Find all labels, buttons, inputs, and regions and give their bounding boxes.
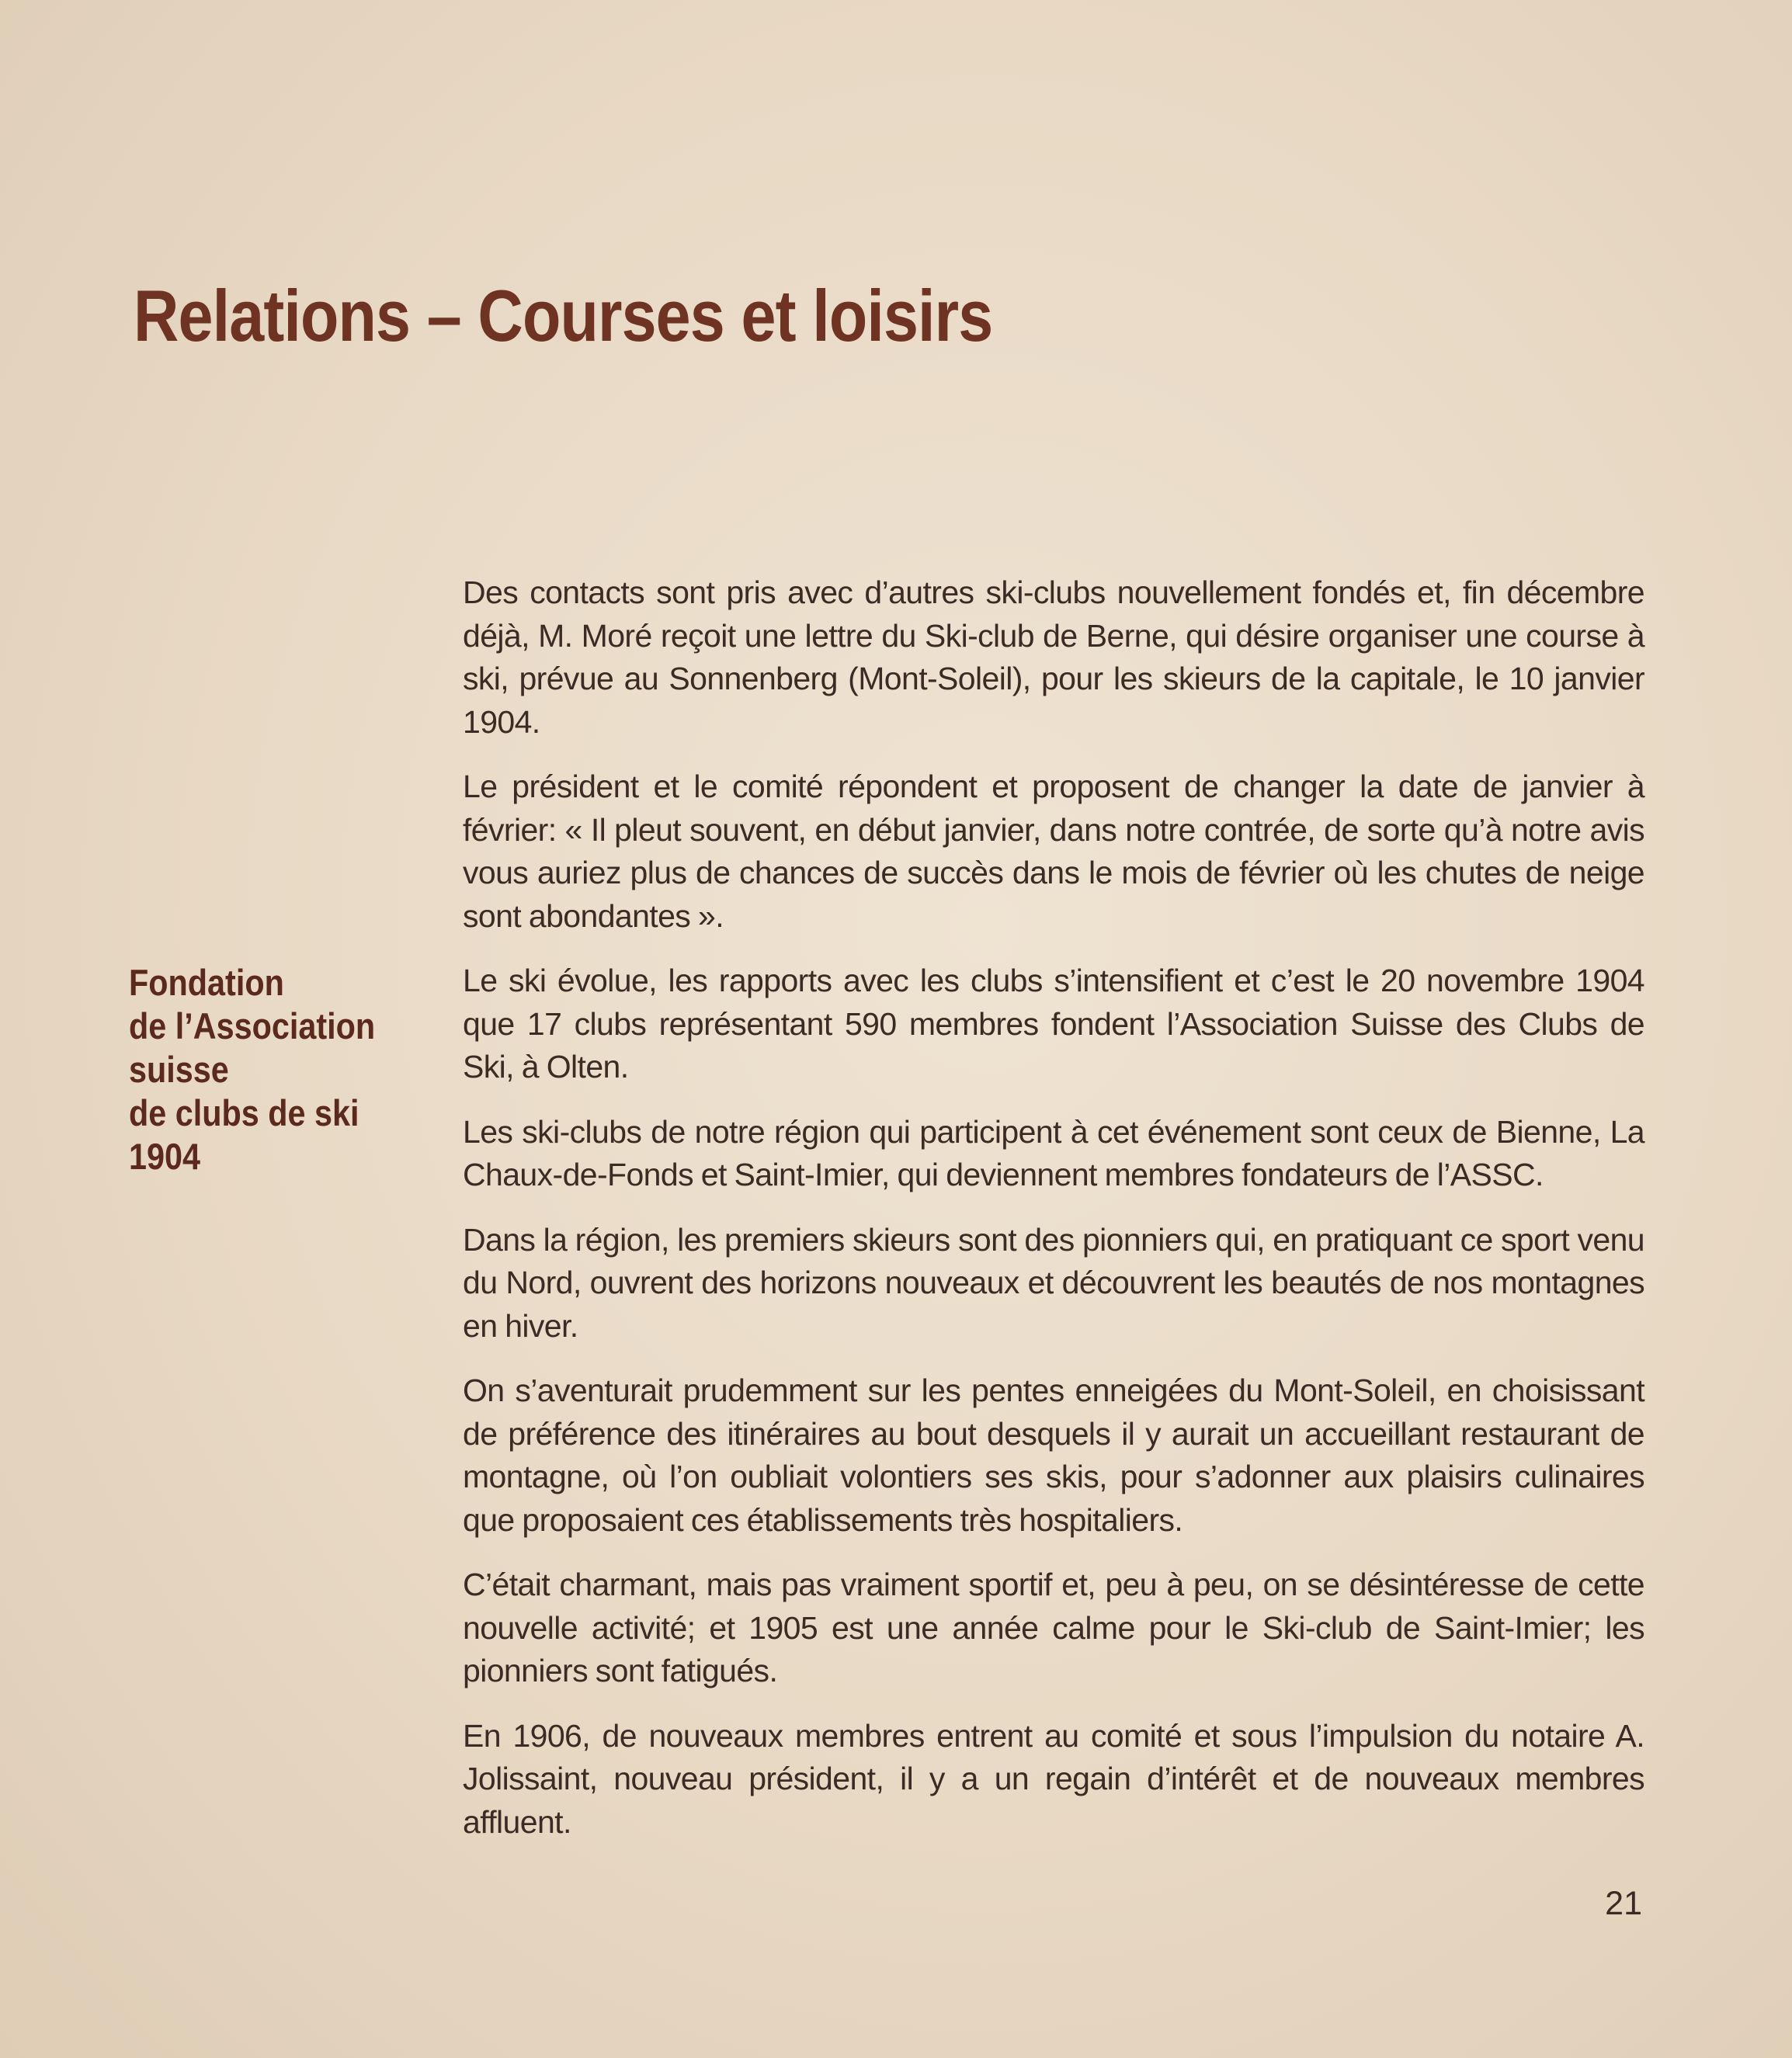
paragraph: On s’aventurait prudemment sur les pentes enneigées du Mont-Soleil, en choisissant de préférence des itinéraires au bout desquels il y aurait un accueillant restaurant de montagne, où l’on oubliait volontiers ses skis, pour s’adonner aux plaisirs culinaires que proposaient ces établissements très hospitaliers. (463, 1373, 1644, 1538)
page-title: Relations – Courses et loisirs (134, 275, 993, 356)
paragraph: En 1906, de nouveaux membres entrent au comité et sous l’impulsion du notaire A. Jolissaint, nouveau président, il y a un regain d’intérêt et de nouveaux membres affluent. (463, 1717, 1644, 1840)
paragraph: Des contacts sont pris avec d’autres ski-clubs nouvellement fondés et, fin décembre déjà, M. Moré reçoit une lettre du Ski-club de Berne, qui désire organiser une course à ski, prévue au Sonnenberg (Mont-Soleil), pour les skieurs de la capitale, le 10 janvier 1904. (463, 574, 1644, 740)
sidebar-heading-line: suisse (129, 1049, 229, 1090)
sidebar-heading-line: 1904 (129, 1136, 201, 1177)
sidebar-heading-line: de l’Association (129, 1005, 376, 1046)
sidebar-heading-line: de clubs de ski (129, 1092, 359, 1133)
sidebar-heading-line: Fondation (129, 962, 284, 1003)
page-number: 21 (1605, 1885, 1642, 1922)
sidebar-heading (129, 961, 432, 1178)
paragraph: Les ski-clubs de notre région qui participent à cet événement sont ceux de Bienne, La Chaux-de-Fonds et Saint-Imier, qui deviennent membres fondateurs de l’ASSC. (463, 1113, 1644, 1192)
paragraph: Le ski évolue, les rapports avec les clubs s’intensifient et c’est le 20 novembre 1904 que 17 clubs représentant 590 membres fondent l’Association Suisse des Clubs de Ski, à Olten. (463, 963, 1644, 1085)
paragraph: Dans la région, les premiers skieurs sont des pionniers qui, en pratiquant ce sport venu du Nord, ouvrent des horizons nouveaux et découvrent les beautés de nos montagnes en hiver. (463, 1221, 1644, 1344)
body-text (463, 571, 1644, 1865)
paragraph: C’était charmant, mais pas vraiment sportif et, peu à peu, on se désintéresse de cette nouvelle activité; et 1905 est une année calme pour le Ski-club de Saint-Imier; les pionniers sont fatigués. (463, 1567, 1644, 1688)
paragraph: Le président et le comité répondent et proposent de changer la date de janvier à février: « Il pleut souvent, en début janvier, dans notre contrée, de sorte qu’à notre avis vous auriez plus de chances de succès dans le mois de février où les chutes de neige sont abondantes ». (463, 769, 1644, 934)
